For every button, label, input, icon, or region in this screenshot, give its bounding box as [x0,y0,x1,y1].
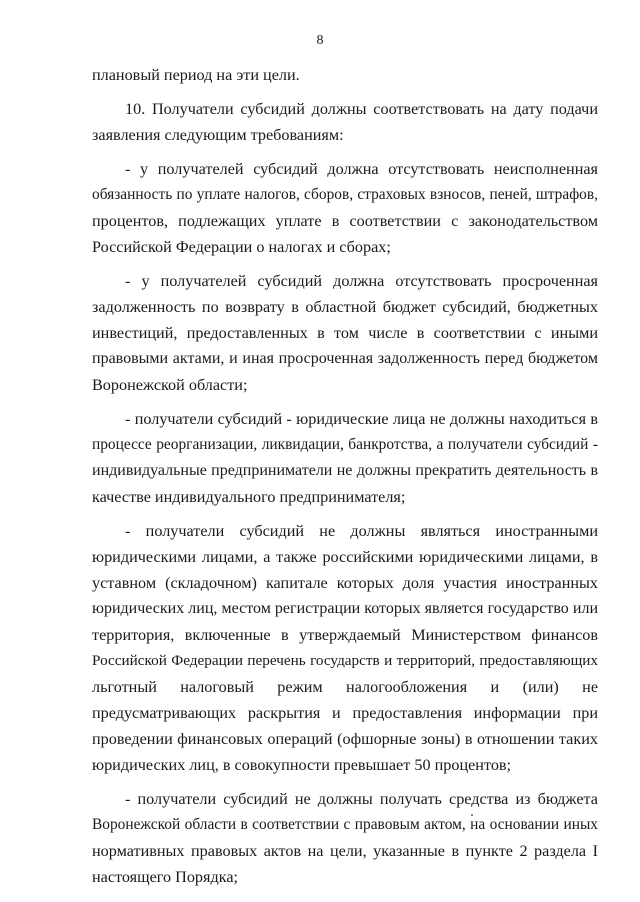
text-line: территория, включенные в утверждаемый Министерством финансов [92,626,598,644]
text-line: - получатели субсидий - юридические лица не должны находиться в [125,410,598,428]
text-line: обязанность по уплате налогов, сборов, страховых взносов, пеней, штрафов, [92,186,598,203]
text-line: - у получателей субсидий должна отсутствовать неисполненная [125,160,598,178]
text-line: нормативных правовых актов на цели, указанные в пункте 2 раздела I [92,842,598,860]
text-line: плановый период на эти цели. [92,66,300,84]
text-line: инвестиций, предоставленных в том числе в соответствии с иными [92,324,598,342]
text-line: настоящего Порядка; [92,868,239,886]
text-line: предусматривающих раскрытия и предоставления информации при [92,704,598,722]
text-line: юридических лиц, в совокупности превышает 50 процентов; [92,756,512,774]
text-line: качестве индивидуального предпринимателя; [92,488,406,506]
text-line: юридических лиц, местом регистрации которых является государство или [92,600,598,617]
scan-speck [471,814,473,816]
text-line: - получатели субсидий не должны являться иностранными [125,522,598,540]
text-line: юридическими лицами, а также российскими юридическими лицами, в [92,548,598,566]
text-line: - у получателей субсидий должна отсутствовать просроченная [125,272,598,290]
text-line: 10. Получатели субсидий должны соответствовать на дату подачи [125,100,598,118]
text-line: процентов, подлежащих уплате в соответствии с законодательством [92,212,598,230]
text-line: процессе реорганизации, ликвидации, банкротства, а получатели субсидий - [92,436,598,453]
text-line: Российской Федерации перечень государств и территорий, предоставляющих [92,652,598,669]
text-line: Воронежской области; [92,376,248,394]
document-body [92,62,598,890]
text-line: льготный налоговый режим налогообложения и (или) не [92,678,598,696]
text-line: индивидуальные предприниматели не должны прекратить деятельность в [92,462,598,479]
page-number: 8 [316,33,324,48]
text-line: заявления следующим требованиям: [92,126,344,144]
text-line: проведении финансовых операций (офшорные зоны) в отношении таких [92,730,598,748]
text-line: Российской Федерации о налогах и сборах; [92,238,391,256]
text-line: - получатели субсидий не должны получать средства из бюджета [125,790,598,808]
text-line: правовыми актами, и иная просроченная задолженность перед бюджетом [92,350,598,367]
text-line: Воронежской области в соответствии с правовым актом, на основании иных [92,816,598,833]
text-line: задолженность по возврату в областной бюджет субсидий, бюджетных [92,298,598,316]
text-line: уставном (складочном) капитале которых доля участия иностранных [92,574,598,592]
